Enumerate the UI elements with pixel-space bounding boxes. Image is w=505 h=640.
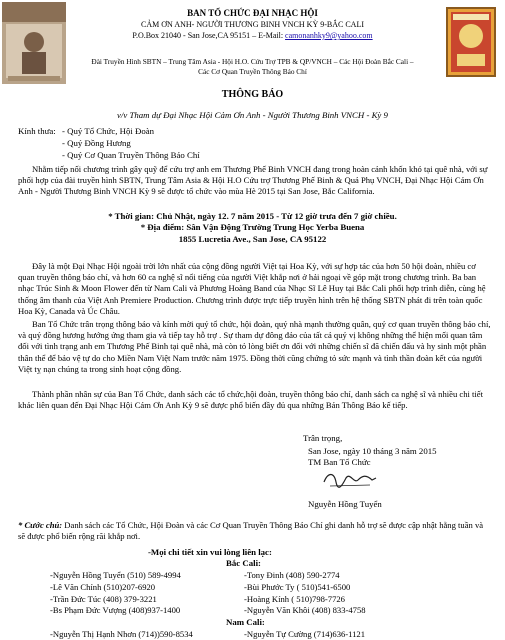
- event-subtitle: CẢM ƠN ANH- NGƯỜI THƯƠNG BINH VNCH KỲ 9-BẮC CALI: [140, 20, 364, 29]
- addressee-item: - Quý Cơ Quan Truyền Thông Báo Chí: [62, 150, 200, 160]
- footnote-label: * Cước chú:: [18, 520, 63, 530]
- event-venue: * Địa điểm: Sân Vận Động Trường Trung Học Yerba Buena: [140, 222, 365, 232]
- signoff-greeting: Trân trọng,: [303, 433, 343, 443]
- invitation-paragraph: Ban Tổ Chức trân trọng thông báo và kính mời quý tổ chức, hội đoàn, quý nhà mạnh thường quân, quý cơ quan truyền thông báo chí, và quý đồng hương hướng ứng tham gia và tiếp tay hỗ trợ . Sự tham dự đông đảo của tất cả quý vị không những thể hiện mối quan tâm đối với tình trạng anh em Thương Phế Binh tại quê nhà, mà còn tỏ lòng biết ơn đối với những chiến sĩ đã chiến đấu và hy sinh một phần thân thể để bảo vệ tự do cho Miền Nam Việt Nam trước năm 1975. Đồng thời cũng chứng tỏ sức mạnh và tình thần đoàn kết của người Việt tỵ nạn chúng ta trong sinh hoạt cộng đồng.: [18, 319, 491, 374]
- intro-paragraph: Nhằm tiếp nối chương trình gây quỹ để cứu trợ anh em Thương Phế Binh VNCH đang trong hoàn cảnh khốn khó tại quê nhà, với sự phối hợp của đài truyền hình SBTN, Trung Tâm Asia & Hội H.O Cứu trợ Thương Phế Binh & Quả Phụ VNCH, Đại Nhạc Hội Cám Ơn Anh - Người Thương Binh VNCH Kỳ 9 sẽ được tổ chức vào mùa Hè 2015 tại San Jose, Bắc California.: [18, 164, 488, 197]
- addressee-item: - Quý Đồng Hương: [62, 138, 131, 148]
- addressee-item: - Quý Tổ Chức, Hội Đoàn: [62, 126, 155, 136]
- left-logo-image: [2, 2, 66, 84]
- contact-entry: -Nguyễn Hồng Tuyển (510) 589-4994: [50, 570, 181, 580]
- notice-title: THÔNG BÁO: [221, 89, 284, 100]
- contact-entry: -Lê Văn Chính (510)207-6920: [50, 582, 156, 592]
- notice-subject: v/v Tham dự Đại Nhạc Hội Cảm Ơn Anh - Người Thương Binh VNCH - Kỳ 9: [117, 110, 388, 120]
- address-text: P.O.Box 21040 - San Jose,CA 95151 – E-Mail:: [132, 31, 286, 40]
- contact-entry: -Bs Phạm Đức Vượng (408)937-1400: [50, 605, 181, 615]
- event-venue-address: 1855 Lucretia Ave., San Jose, CA 95122: [178, 234, 327, 244]
- event-time: * Thời gian: Chủ Nhật, ngày 12. 7 năm 2015 - Từ 12 giờ trưa đến 7 giờ chiều.: [108, 211, 397, 221]
- contact-entry: -Bùi Phước Ty ( 510)541-6500: [244, 582, 351, 592]
- north-cali-label: Bắc Cali:: [226, 558, 261, 568]
- contact-entry: -Nguyễn Tự Cường (714)636-1121: [244, 629, 366, 639]
- contact-entry: -Nguyễn Thị Hạnh Nhơn (714))590-8534: [50, 629, 193, 639]
- contact-entry: -Tony Đinh (408) 590-2774: [244, 570, 340, 580]
- contact-entry: -Nguyễn Văn Khôi (408) 833-4758: [244, 605, 366, 615]
- contact-entry: -Trần Đức Túc (408) 379-3221: [50, 594, 157, 604]
- contacts-title: -Mọi chi tiết xin vui lòng liên lạc:: [148, 547, 272, 557]
- program-paragraph: Đây là một Đại Nhạc Hội ngoài trời lớn nhất của cộng đồng người Việt tại Hoa Kỳ, với sự hợp tác của hơn 50 hội đoàn, nhiều cơ quan truyền thông báo chí, và hơn 60 ca nghệ sĩ nổi tiếng của người Việt khắp nơi ở hải ngoại về góp mặt trong chương trình. Ba ban nhạc Trúc Sinh & Moon Flower đến từ Nam Cali và Phương Hoàng Band của Nhạc Sĩ Lê Huy tại Bắc Cali phối hợp trình diễn, cùng hệ thống âm thanh của Việt Anh Premiere Production. Chương trình được trực tiếp truyền hình trên hệ thống SBTN phát đi trên toàn quốc Hoa Kỳ, Canada và Úc Châu.: [18, 261, 486, 316]
- south-cali-label: Nam Cali:: [226, 617, 265, 627]
- recipients-line-1: Đài Truyền Hình SBTN – Trung Tâm Asia - Hội H.O. Cứu Trợ TPB & QP/VNCH – Các Hội Đoàn Bắc Cali –: [91, 57, 414, 66]
- followup-paragraph: Thành phần nhân sự của Ban Tổ Chức, danh sách các tổ chức,hội đoàn, truyền thông báo chí, danh sách ca nghệ sĩ và nhiều chi tiết khác liên quan đến Đại Nhạc Hội Cám Ơn Anh Kỳ 9 sẽ được phổ biến đầy đủ qua những Bản Thông Báo kế tiếp.: [18, 389, 484, 411]
- contact-address: [70, 30, 435, 41]
- org-name: BAN TỔ CHỨC ĐẠI NHẠC HỘI: [187, 8, 318, 18]
- footnote: [18, 520, 491, 542]
- footnote-text: Danh sách các Tổ Chức, Hội Đoàn và các Cơ Quan Truyền Thông Báo Chí ghi danh hỗ trợ sẽ được cập nhật hằng tuần và sẽ được phổ biến rộng rãi khắp nơi.: [18, 520, 484, 542]
- signoff-org: TM Ban Tổ Chức: [308, 457, 371, 467]
- recipients-line-2: Các Cơ Quan Truyền Thông Báo Chí: [198, 67, 307, 76]
- email-link[interactable]: camonanhky9@yahoo.com: [285, 31, 373, 40]
- right-emblem-image: [439, 2, 503, 84]
- signature-image: [320, 468, 380, 495]
- signatory-name: Nguyễn Hồng Tuyển: [308, 499, 382, 509]
- signoff-date: San Jose, ngày 10 tháng 3 năm 2015: [308, 446, 437, 456]
- addressees-label: Kính thưa:: [18, 126, 56, 136]
- contact-entry: -Hoàng Kính ( 510)798-7726: [244, 594, 345, 604]
